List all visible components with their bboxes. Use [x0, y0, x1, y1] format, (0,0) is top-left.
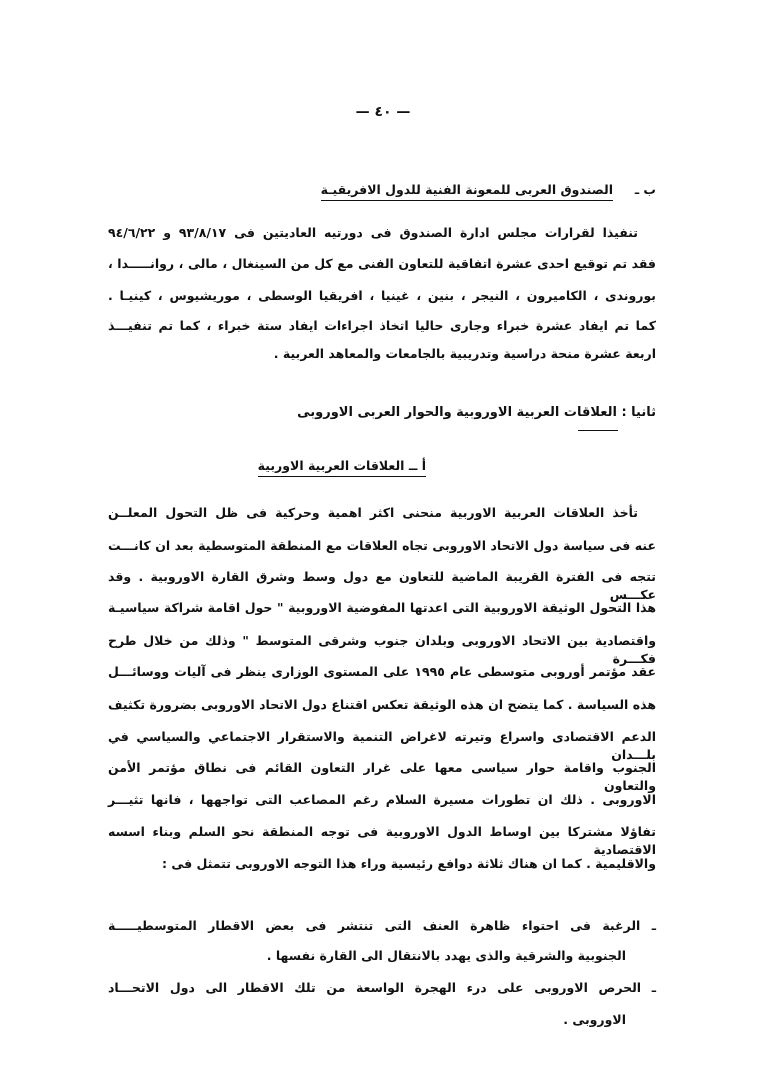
section-2-title: ثانيا : العلاقات العربية الاوروبية والحوار العربى الاوروبى	[297, 405, 656, 420]
paragraph-line: هذه السياسة . كما يتضح ان هذه الوثيقة تعكس اقتناع دول الاتحاد الاوروبى بضرورة تكثيف	[108, 697, 656, 712]
paragraph-line: كما تم ايفاد عشرة خبراء وجارى حاليا اتخاذ اجراءات ايفاد ستة خبراء ، كما تم تنفيـــذ	[108, 318, 656, 333]
paragraph-line: الاوروبى . ذلك ان تطورات مسيرة السلام رغم المصاعب التى تواجهها ، فانها تثيـــر	[108, 792, 656, 807]
bullet-line: الاوروبى .	[563, 1012, 626, 1027]
paragraph-line: والاقليمية . كما ان هناك ثلاثة دوافع رئيسية وراء هذا التوجه الاوروبى تتمثل فى :	[161, 856, 656, 871]
paragraph-line: تتجه فى الفترة القريبة الماضية للتعاون مع دول وسط وشرق القارة الاوروبية . وقد عكـــس	[108, 569, 656, 602]
sub-a-title-text: أ ــ العلاقات العربية الاوربية	[258, 458, 426, 477]
bullet-line: ـ الرغبة فى احتواء ظاهرة العنف التى تنتشر فى بعض الاقطار المتوسطيـــــة	[108, 918, 656, 933]
section-b-heading	[321, 181, 656, 199]
paragraph-line: الدعم الاقتصادى واسراع وتيرته لاغراض التنمية والاستقرار الاجتماعي والسياسي في بلـــدان	[108, 729, 656, 762]
section-b-label: ب ـ	[634, 182, 656, 197]
paragraph-line: هذا التحول الوثيقة الاوروبية التى اعدتها المفوضية الاوروبية " حول اقامة شراكة سياسيـة	[108, 600, 656, 615]
paragraph-line: بوروندى ، الكاميرون ، النيجر ، بنين ، غينيا ، افريقيا الوسطى ، موريشيوس ، كينيـا .	[108, 288, 656, 303]
sub-a-title	[258, 457, 426, 475]
paragraph-line: تفاؤلا مشتركا بين اوساط الدول الاوروبية فى توجه المنطقة نحو السلم وبناء اسسه الاقتصادية	[108, 824, 656, 857]
section-2-underline	[578, 430, 618, 431]
paragraph-line: تنفيذا لقرارات مجلس ادارة الصندوق فى دورتيه العاديتين فى ٩٣/٨/١٧ و ٩٤/٦/٢٢	[108, 225, 638, 240]
paragraph-line: فقد تم توقيع احدى عشرة اتفاقية للتعاون الفنى مع كل من السينغال ، مالى ، روانـــــدا ،	[108, 256, 656, 271]
section-b-title: الصندوق العربى للمعونة الفنية للدول الافريقيـة	[321, 182, 613, 201]
paragraph-line: الجنوب واقامة حوار سياسى معها على غرار التعاون القائم فى نطاق مؤتمر الأمن والتعاون	[108, 760, 656, 793]
paragraph-line: اربعة عشرة منحة دراسية وتدريبية بالجامعات والمعاهد العربية .	[273, 346, 656, 361]
paragraph-line: عقد مؤتمر أوروبى متوسطى عام ١٩٩٥ على المستوى الوزارى ينظر فى آليات ووسائـــل	[108, 664, 656, 679]
bullet-line: ـ الحرص الاوروبى على درء الهجرة الواسعة من تلك الاقطار الى دول الاتحـــاد	[108, 980, 656, 995]
paragraph-line: عنه فى سياسة دول الاتحاد الاوروبى تجاه العلاقات مع المنطقة المتوسطية بعد ان كانـــت	[108, 538, 656, 553]
paragraph-line: واقتصادية بين الاتحاد الاوروبى وبلدان جنوب وشرقى المتوسط " وذلك من خلال طرح فكـــرة	[108, 633, 656, 666]
paragraph-line: تأخذ العلاقات العربية الاوربية منحنى اكثر اهمية وحركية فى ظل التحول المعلــن	[108, 505, 638, 520]
bullet-line: الجنوبية والشرقية والذى يهدد بالانتقال الى القارة نفسها .	[266, 948, 626, 963]
page-number: — ٤٠ —	[355, 104, 411, 120]
